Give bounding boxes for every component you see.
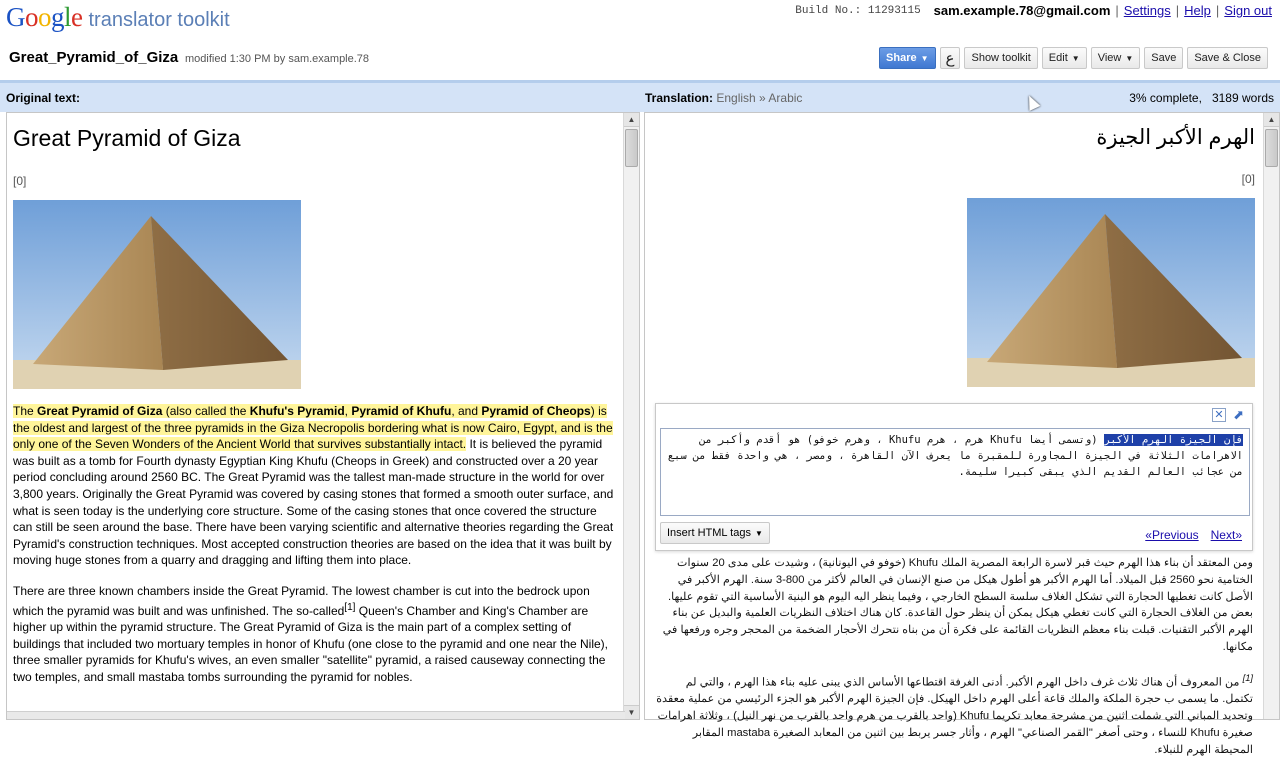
user-links: Build No.: 11293115 sam.example.78@gmail.com | Settings | Help | Sign out: [795, 3, 1272, 18]
translation-content: [653, 113, 1255, 390]
translation-heading[interactable]: الهرم الأكبر الجيزة: [1096, 126, 1255, 149]
original-heading[interactable]: Great Pyramid of Giza: [13, 125, 241, 151]
word-count: 3189 words: [1211, 91, 1274, 105]
progress-info: [1129, 91, 1274, 105]
pyramid-image: [967, 198, 1255, 387]
chevron-down-icon: ▼: [920, 53, 929, 63]
translation-textarea[interactable]: فإن الجيزة الهرم الأكبر (وتسمى أيضا Khufu هرم ، هرم Khufu ، وهرم خوفو) هو أقدم وأكبر من الاهرامات الثلاثة في الجيزة المجاورة للمقبرة ما يعرف الآن القاهرة ، ومصر ، هي واحدة فقط من سبع من عجائب العالم القديم الذي يبقى كبيرا سليمة.: [660, 428, 1250, 516]
scroll-up-icon[interactable]: ▲: [1264, 113, 1279, 127]
show-toolkit-button[interactable]: Show toolkit: [964, 47, 1037, 69]
original-text-pane[interactable]: [6, 112, 640, 720]
close-icon[interactable]: ✕: [1212, 408, 1226, 422]
user-email: sam.example.78@gmail.com: [933, 3, 1111, 18]
help-link[interactable]: Help: [1184, 3, 1211, 18]
pane-header-band: [0, 80, 1280, 112]
toolbar: [879, 47, 1268, 69]
expand-icon[interactable]: ⬈: [1233, 407, 1244, 422]
translation-label: Translation: English » Arabic: [645, 91, 803, 105]
sign-out-link[interactable]: Sign out: [1224, 3, 1272, 18]
progress-percent: 3% complete,: [1129, 91, 1202, 105]
original-horizontal-scrollbar[interactable]: [7, 711, 625, 719]
product-name: translator toolkit: [88, 9, 230, 31]
chevron-down-icon: ▼: [1071, 53, 1080, 63]
segment-nav: [1145, 528, 1242, 542]
chevron-down-icon: ▼: [1125, 53, 1134, 63]
language-pair: English » Arabic: [716, 91, 803, 105]
top-bar: [0, 0, 1280, 40]
original-ref: [0]: [13, 174, 27, 188]
pyramid-image: [13, 200, 301, 389]
scroll-thumb[interactable]: [1265, 129, 1278, 167]
original-text-label: Original text:: [6, 91, 81, 105]
input-method-button[interactable]: ع: [940, 47, 961, 69]
scroll-down-icon[interactable]: ▼: [624, 705, 639, 719]
share-button[interactable]: Share ▼: [879, 47, 936, 69]
document-meta: modified 1:30 PM by sam.example.78: [185, 53, 370, 65]
original-paragraph-2[interactable]: There are three known chambers inside the Great Pyramid. The lowest chamber is cut into the bedrock upon which the pyramid was built and was unfinished. The so-called[1] Queen's Chamber and King's Chamber are higher up within the pyramid structure. The Great Pyramid of Giza is the main part of a complex setting of buildings that included two mortuary temples in honor of Khufu (one close to the pyramid and one near the Nile), three smaller pyramids for Khufu's wives, an even smaller "satellite" pyramid, a raised causeway connecting the two temples, and small mastaba tombs surrounding the pyramid for nobles.: [13, 583, 609, 684]
build-number: Build No.: 11293115: [795, 4, 921, 17]
selected-text: فإن الجيزة الهرم الأكبر: [1103, 434, 1243, 446]
next-segment-link[interactable]: Next»: [1210, 528, 1242, 542]
current-segment[interactable]: The Great Pyramid of Giza (also called the Khufu's Pyramid, Pyramid of Khufu, and Pyramid of Cheops) is the oldest and largest of the three pyramids in the Giza Necropolis bordering what is now Cairo, Egypt, and is the only one of the Seven Wonders of the Ancient World that survives substantially intact.: [13, 404, 613, 452]
segment-editor: [655, 403, 1253, 551]
previous-segment-link[interactable]: «Previous: [1145, 528, 1199, 542]
translation-ref: [0]: [1241, 172, 1255, 186]
insert-html-tags-button[interactable]: Insert HTML tags ▼: [660, 522, 770, 544]
scroll-thumb[interactable]: [625, 129, 638, 167]
translation-vertical-scrollbar[interactable]: [1263, 113, 1279, 719]
edit-menu-button[interactable]: Edit ▼: [1042, 47, 1087, 69]
translation-paragraph-2[interactable]: [1] من المعروف أن هناك ثلاث غرف داخل الهرم الأكبر. أدنى الغرفة اقتطاعها الأساس الذي يبنى عليه بناء هذا الهرم ، والتي لم تكتمل. ما يسمى ب حجرة الملكة والملك قاعة أعلى الهرم داخل الهيكل. فإن الجيزة الهرم الأكبر هو الجزء الرئيسي من عملية معقدة وتحديد المباني التي شملت اثنين من مشرحة معابد تكريما Khufu (واحد بالقرب من هرم واحد بالقرب من نهر النيل) ، وثلاثة اهرامات صغيرة Khufu للنساء ، وحتى أصغر "القمر الصناعي" الهرم ، وأثار جسر يربط بين اثنين من المعابد الصغيرة mastaba المقابر المحيطة الهرم للنبلاء.: [656, 672, 1253, 756]
translation-paragraph-1[interactable]: ومن المعتقد أن بناء هذا الهرم حيث قبر لاسرة الرابعة المصرية الملك Khufu (خوفو في اليونانية) ، وشيدت على مدى 20 سنوات الختامية نحو 2560 قبل الميلاد. أما الهرم الأكبر هو أطول هيكل من صنع الإنسان في العالم لأكثر من 800-3 سنة. الهرم الأكبر في الأصل كانت تغطيها الحجارة التي تشكل الغلاف سلسة السطح الخارجي ، وفيما ينظر اليه اليوم هو البنية الأساسية التي تقوم عليها. بعض من الغلاف الحجارة التي كانت تغطي هيكل يمكن أن ينظر حول القاعدة. كان هناك اختلاف النظريات العلمية والبديل عن بناء الهرم الأكبر التقنيات. قبلت بناء معظم النظريات القائمة على فكرة أن من بناه نتحرك الأحجار الضخمة من المحجر وجره ورفعها في مكانها.: [662, 557, 1253, 653]
translation-body: [653, 555, 1253, 773]
original-paragraph-1[interactable]: The Great Pyramid of Giza (also called the Khufu's Pyramid, Pyramid of Khufu, and Pyramid of Cheops) is the oldest and largest of the three pyramids in the Giza Necropolis bordering what is now Cairo, Egypt, and is the only one of the Seven Wonders of the Ancient World that survives substantially intact. It is believed the pyramid was built as a tomb for Fourth dynasty Egyptian King Khufu (Cheops in Greek) and constructed over a 20 year period concluding around 2560 BC. The Great Pyramid was the tallest man-made structure in the world for over 3,800 years. Originally the Great Pyramid was covered by casing stones that formed a smooth outer surface, and what is seen today is the underlying core structure. Some of the casing stones that once covered the structure can still be seen around the base. There have been varying scientific and alternative theories regarding the Great Pyramid's construction techniques. Most accepted construction theories are based on the idea that it was built by moving huge stones from a quarry and dragging and lifting them into place.: [13, 404, 614, 568]
save-close-button[interactable]: Save & Close: [1187, 47, 1268, 69]
google-translator-toolkit-logo[interactable]: [6, 2, 230, 36]
chevron-down-icon: ▼: [754, 528, 763, 538]
scroll-up-icon[interactable]: ▲: [624, 113, 639, 127]
document-row: [0, 44, 1280, 74]
document-title: Great_Pyramid_of_Giza: [9, 49, 179, 66]
google-wordmark: Google: [6, 2, 83, 32]
save-button[interactable]: Save: [1144, 47, 1183, 69]
original-vertical-scrollbar[interactable]: [623, 113, 639, 719]
settings-link[interactable]: Settings: [1123, 3, 1171, 18]
view-menu-button[interactable]: View ▼: [1091, 47, 1141, 69]
original-content: [13, 113, 616, 686]
translation-pane[interactable]: [644, 112, 1280, 756]
